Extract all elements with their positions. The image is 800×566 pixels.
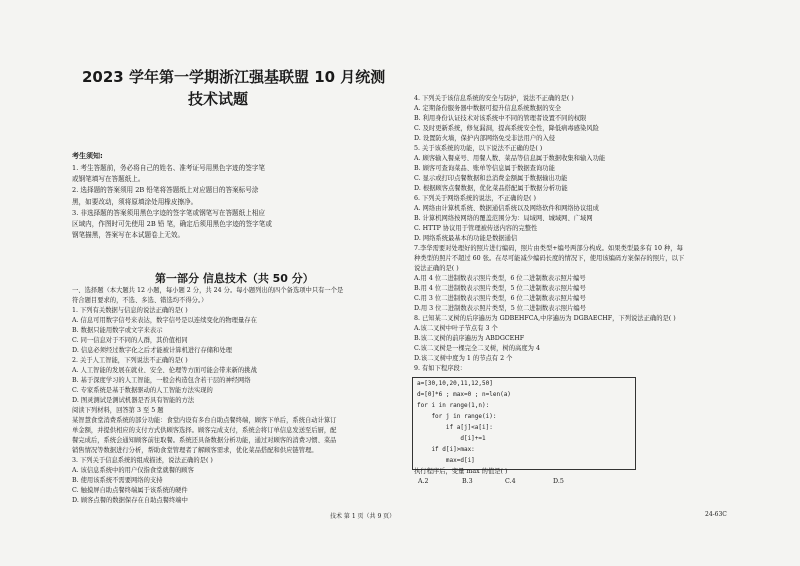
notice-line: 黑，如要改动，须将原填涂处用橡皮擦净。 [72, 197, 198, 206]
question-line: C. 专家系统是基于数据驱动的人工智能方法实现的 [72, 387, 213, 394]
question-line: B. 顾客可查询菜品、账单等信息属于数据查询功能 [414, 165, 555, 172]
q9-option: B.3 [462, 478, 473, 485]
question-line: 说法正确的是( ) [414, 265, 459, 272]
q9-option: A.2 [418, 478, 429, 485]
question-line: C. 触摸屏自助点餐终端属于该系统的硬件 [72, 487, 188, 494]
q9-stem: 执行程序后，变量 max 的值是( ) [414, 468, 508, 475]
question-line: B. 使用该系统不需要网络的支持 [72, 477, 163, 484]
page-code: 24-63C [705, 511, 727, 518]
question-line: B. 利用身份认证技术对该系统中不同的管理者设置不同的权限 [414, 115, 587, 122]
question-line: A. 信息可用数字信号来表达，数字信号是以连续变化的物理量存在 [72, 317, 257, 324]
notice-line: 3. 非选择题的答案须用黑色字迹的签字笔或钢笔写在答题纸上相应 [72, 208, 266, 217]
question-line: A.用 4 位二进制数表示照片类型，6 位二进制数表示照片编号 [414, 275, 586, 282]
question-line: 餐完成后，系统会通知顾客前往取餐。系统还具备数据分析功能，通过对顾客的消费习惯、菜品 [72, 437, 337, 444]
question-line: C. 显示或打印点餐数据和总消费金额属于数据输出功能 [414, 175, 568, 182]
notice-line: 钢笔描黑，答案写在本试题卷上无效。 [72, 231, 185, 240]
question-line: 9. 有如下程序段： [414, 365, 467, 372]
question-line: A. 顾客输入餐桌号、用餐人数、菜品等信息属于数据收集和输入功能 [414, 155, 606, 162]
question-line: 一、选择题（本大题共 12 小题，每小题 2 分，共 24 分。每小题列出的四个备选项中只有一个是 [72, 287, 344, 294]
question-line: D. 图灵测试是测试机器是否具有智能的方法 [72, 397, 195, 404]
question-line: 7.李华需要对处理好的照片进行编码，照片由类型+编号两部分构成。如果类型最多有 10 种，每 [414, 245, 683, 252]
question-line: C. 同一信息对于不同的人群，其价值相同 [72, 337, 188, 344]
question-line: D.用 3 位二进制数表示照片类型，5 位二进制数表示照片编号 [414, 305, 586, 312]
question-line: D.该二叉树中度为 1 的节点有 2 个 [414, 355, 513, 362]
code-line: for j in range(i): [417, 413, 497, 420]
question-line: 6. 下列关于网络系统的说法，不正确的是( ) [414, 195, 536, 202]
question-line: 销售情况等数据进行分析，帮助食堂管理者了解顾客需求，优化菜品搭配和供应链管理。 [72, 447, 318, 454]
notice-line: 2. 选择题的答案须用 2B 铅笔将答题纸上对应题目的答案标号涂 [72, 186, 259, 195]
notice-heading: 考生须知: [72, 152, 103, 160]
question-line: C. 及时更新系统，修复漏洞，提高系统安全性，降低病毒感染风险 [414, 125, 599, 132]
question-line: 符合题目要求的，不选、多选、错选均不得分。） [72, 297, 208, 304]
question-line: D. 设置防火墙，保护内部网络免受非法用户的入侵 [414, 135, 556, 142]
code-line: max=d[i] [417, 457, 475, 464]
question-line: C.该二叉树是一棵完全二叉树，树的高度为 4 [414, 345, 540, 352]
question-line: D. 网络系统最基本的功能是数据通信 [414, 235, 518, 242]
question-line: C. HTTP 协议用于管理被传送内容的完整性 [414, 225, 538, 232]
code-line: a=[30,10,20,11,12,50] [417, 380, 493, 387]
code-line: if a[j]<a[i]: [417, 424, 493, 431]
question-line: B.用 4 位二进制数表示照片类型，5 位二进制数表示照片编号 [414, 285, 586, 292]
question-line: 4. 下列关于该信息系统的安全与防护，说法不正确的是( ) [414, 95, 574, 102]
section-title: 第一部分 信息技术（共 50 分） [155, 272, 314, 285]
question-line: 3. 下列关于信息系统的组成描述，说法正确的是( ) [72, 457, 213, 464]
question-line: B.该二叉树的前序遍历为 ABDGCEHF [414, 335, 525, 342]
question-line: 8. 已知某二叉树的后序遍历为 GDBEHFCA,中序遍历为 DGBAECHF，下列说法正确的是( ) [414, 315, 676, 322]
question-line: D. 根据顾客点餐数据，优化菜品搭配属于数据分析功能 [414, 185, 568, 192]
question-line: 2. 关于人工智能，下列说法不正确的是( ) [72, 357, 188, 364]
question-line: D. 顾客点餐的数据保存在自助点餐终端中 [72, 497, 188, 504]
code-line: d=[0]*6 ; max=0 ; n=len(a) [417, 391, 511, 398]
q9-option: D.5 [553, 478, 564, 485]
question-line: 阅读下列材料，回答第 3 至 5 题 [72, 407, 164, 414]
question-line: 种类型的照片不超过 60 张。在尽可能减少编码长度的情况下，使用该编码方案保存的照片，以下 [414, 255, 685, 262]
question-line: D. 信息必须经过数字化之后才能被计算机进行存储和处理 [72, 347, 232, 354]
code-line: d[i]+=1 [417, 435, 486, 442]
code-line: if d[i]>max: [417, 446, 475, 453]
question-line: B. 计算机网络按网络的覆盖范围分为：局域网、城域网、广域网 [414, 215, 593, 222]
question-line: 某智慧食堂消费系统的部分功能：食堂内设有多台自助点餐终端，顾客下单后，系统自动计算订 [72, 417, 337, 424]
question-line: A. 该信息系统中的用户仅指食堂就餐的顾客 [72, 467, 194, 474]
question-line: B. 数据只能用数字或文字来表示 [72, 327, 163, 334]
question-line: B. 基于深度学习的人工智能，一般会构造包含若干层的神经网络 [72, 377, 251, 384]
question-line: 单金额，并提供相应的支付方式供顾客选择。顾客完成支付，系统会将订单信息发送至后厨，配 [72, 427, 337, 434]
q9-option: C.4 [505, 478, 516, 485]
question-line: A.该二叉树中叶子节点有 3 个 [414, 325, 498, 332]
page-footer: 技术 第 1 页（共 9 页） [330, 513, 396, 520]
question-line: A. 人工智能的发展在就业、安全、伦理等方面可能会带来新的挑战 [72, 367, 257, 374]
question-line: 5. 关于该系统的功能，以下说法不正确的是( ) [414, 145, 543, 152]
notice-line: 1. 考生答题前，务必将自己的姓名、准考证号用黑色字迹的签字笔 [72, 164, 266, 172]
notice-line: 区域内，作图时可先使用 2B 铅 笔，确定后须用黑色字迹的签字笔或 [72, 220, 272, 228]
exam-title: 2023 学年第一学期浙江强基联盟 10 月统测 [82, 68, 386, 86]
exam-subtitle: 技术试题 [188, 90, 249, 108]
question-line: A. 网络由计算机系统、数据通信系统以及网络软件和网络协议组成 [414, 205, 599, 212]
question-line: A. 定期备份服务器中数据可提升信息系统数据的安全 [414, 105, 562, 112]
question-line: C.用 3 位二进制数表示照片类型，6 位二进制数表示照片编号 [414, 295, 586, 302]
question-line: 1. 下列有关数据与信息的说法正确的是( ) [72, 307, 188, 314]
notice-line: 或钢笔填写在答题纸上。 [72, 175, 145, 184]
code-line: for i in range(1,n): [417, 402, 490, 409]
